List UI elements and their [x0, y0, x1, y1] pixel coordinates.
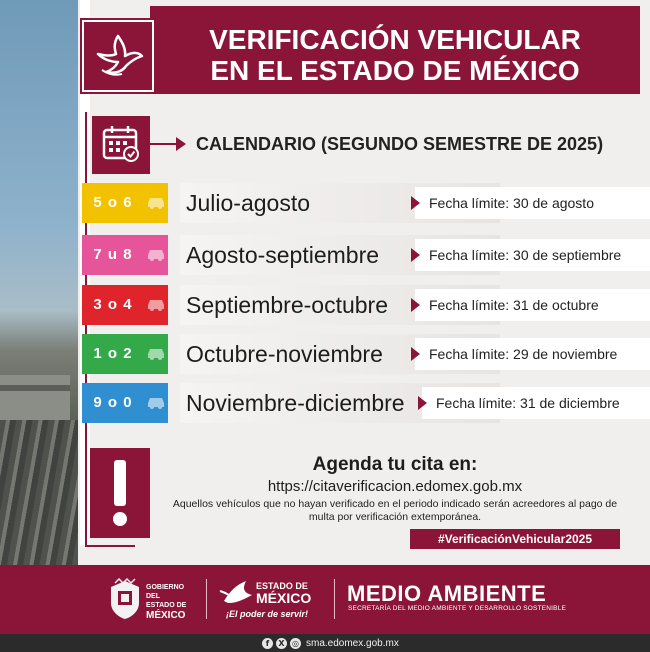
- frame-line-horizontal: [85, 545, 135, 547]
- page-title: [150, 24, 640, 86]
- plate-digit-chip: [82, 285, 168, 325]
- calendar-check-icon: [101, 124, 141, 164]
- dove-icon: [92, 30, 144, 82]
- exclamation-dot: [113, 512, 127, 526]
- period-label: Julio-agosto: [180, 183, 500, 223]
- dove-logo-icon: [216, 577, 256, 607]
- website-link[interactable]: sma.edomex.gob.mx: [306, 637, 399, 649]
- social-bar: [0, 634, 650, 652]
- heading-connector: [150, 143, 176, 145]
- gob-line-1: GOBIERNO DEL: [146, 584, 185, 600]
- car-icon: [146, 191, 166, 211]
- agenda-url-link[interactable]: https://citaverificacion.edomex.gob.mx: [267, 478, 523, 495]
- period-label: Agosto-septiembre: [180, 235, 500, 275]
- frame-line-vertical: [85, 112, 87, 547]
- title-line-2: EN EL ESTADO DE MÉXICO: [210, 55, 580, 86]
- gob-line-2: ESTADO DE: [146, 602, 187, 609]
- car-icon: [146, 342, 166, 362]
- footer-divider: [334, 579, 335, 619]
- deadline-label: Fecha límite: 30 de agosto: [415, 187, 650, 219]
- calendar-row: [80, 383, 650, 423]
- facebook-icon[interactable]: f: [262, 638, 273, 649]
- gob-line-3: MÉXICO: [146, 610, 186, 621]
- x-icon[interactable]: X: [276, 638, 287, 649]
- heading-arrow-icon: [176, 137, 186, 151]
- footer-divider: [206, 579, 207, 619]
- deadline-label: Fecha límite: 31 de octubre: [415, 289, 650, 321]
- bridge-shape: [0, 375, 70, 420]
- medio-ambiente-title: MEDIO AMBIENTE: [347, 581, 547, 606]
- plate-digit-chip: [82, 383, 168, 423]
- period-label: Septiembre-octubre: [180, 285, 500, 325]
- car-icon: [146, 391, 166, 411]
- instagram-icon[interactable]: ◎: [290, 638, 301, 649]
- car-icon: [146, 293, 166, 313]
- social-links: [262, 636, 399, 650]
- edo-line-1: ESTADO DE: [256, 581, 308, 591]
- plate-digits: 9 o 0: [93, 394, 133, 411]
- calendar-row: [80, 334, 650, 374]
- calendar-row: [80, 183, 650, 223]
- car-icon: [146, 243, 166, 263]
- bird-logo-box: [82, 20, 154, 92]
- state-shield-icon: [105, 577, 145, 621]
- plate-digits: 7 u 8: [93, 246, 133, 263]
- deadline-label: Fecha límite: 29 de noviembre: [415, 338, 650, 370]
- edomex-slogan: ¡El poder de servir!: [226, 609, 309, 619]
- exclamation-icon: [114, 460, 126, 506]
- calendar-heading: CALENDARIO (SEGUNDO SEMESTRE DE 2025): [196, 134, 604, 154]
- plate-digits: 3 o 4: [93, 296, 133, 313]
- deadline-label: Fecha límite: 30 de septiembre: [415, 239, 650, 271]
- plate-digits: 5 o 6: [93, 194, 133, 211]
- calendar-icon-box: [92, 116, 150, 174]
- calendar-row: [80, 235, 650, 275]
- edomex-brand-text: [256, 581, 311, 606]
- agenda-title: Agenda tu cita en:: [312, 454, 478, 475]
- medio-ambiente-subtitle: SECRETARÍA DEL MEDIO AMBIENTE Y DESARROLLO SOSTENIBLE: [348, 605, 567, 612]
- calendar-row: [80, 285, 650, 325]
- deadline-label: Fecha límite: 31 de diciembre: [422, 387, 650, 419]
- penalty-note: Aquellos vehículos que no hayan verificado en el periodo indicado serán acreedores al pago de multa por verificación extemporánea.: [172, 498, 618, 523]
- period-label: Octubre-noviembre: [180, 334, 500, 374]
- plate-digit-chip: [82, 235, 168, 275]
- gob-edomex-text: [146, 583, 200, 622]
- title-line-1: VERIFICACIÓN VEHICULAR: [209, 24, 581, 55]
- plate-digits: 1 o 2: [93, 345, 133, 362]
- edo-line-2: MÉXICO: [256, 590, 312, 606]
- period-label: Noviembre-diciembre: [180, 383, 500, 423]
- footer-banner: [0, 565, 650, 634]
- plate-digit-chip: [82, 334, 168, 374]
- warning-icon-box: [90, 448, 150, 538]
- hashtag-badge: #VerificaciónVehicular2025: [410, 529, 620, 549]
- plate-digit-chip: [82, 183, 168, 223]
